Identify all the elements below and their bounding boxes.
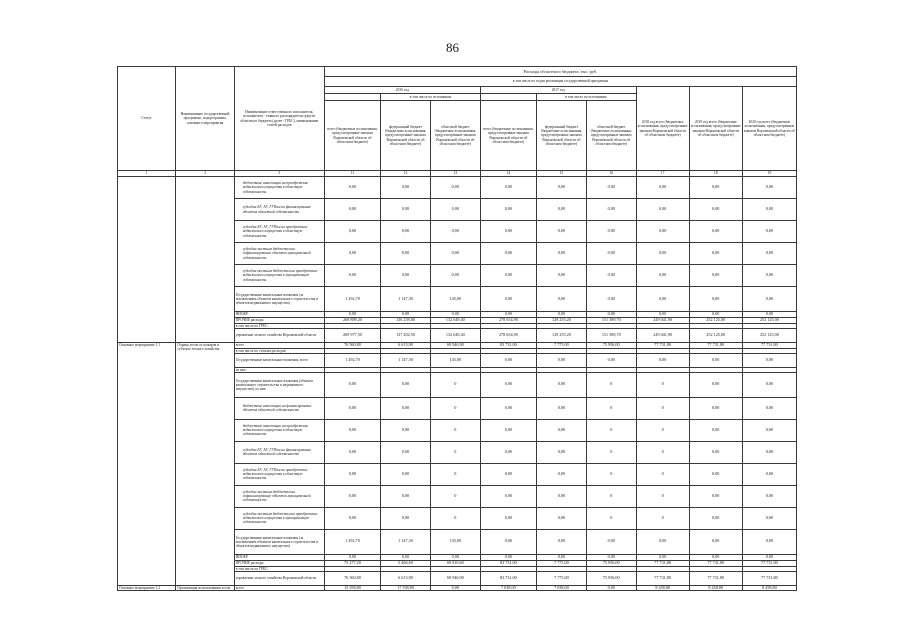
value-cell: 0,00 — [742, 177, 796, 199]
value-cell: 7 038,00 — [536, 585, 586, 591]
value-cell: 0,00 — [480, 353, 536, 367]
column-number: 1 — [118, 171, 176, 177]
value-cell: 0 — [430, 441, 480, 463]
value-cell: 8 458,80 — [742, 585, 796, 591]
value-cell: 77 731,80 — [742, 560, 796, 566]
value-cell: 0,00 — [742, 287, 796, 312]
value-cell: 1 292,70 — [324, 287, 380, 312]
incl-2016-header: в том числе по источникам — [381, 94, 481, 101]
value-cell: 0,00 — [742, 353, 796, 367]
row-label: субсидии местным бюджетам на приобретение недвижимого имущества в муниципальную собственность — [234, 507, 324, 529]
value-cell: 0,00 — [324, 485, 380, 507]
program-name-cell: Охрана лесов от пожаров в субъекте лесного хозяйства — [176, 342, 234, 585]
value-cell: 145,00 — [430, 287, 480, 312]
value-cell: 0,00 — [381, 485, 431, 507]
value-cell: 0,00 — [689, 265, 742, 287]
value-cell: 0,00 — [586, 265, 636, 287]
value-cell: 0,00 — [742, 529, 796, 554]
value-cell: 129 255,20 — [536, 317, 586, 323]
page-number: 86 — [446, 40, 459, 55]
value-cell: 75 956,00 — [586, 560, 636, 566]
value-cell: 7 038,00 — [480, 585, 536, 591]
value-cell: 0,00 — [480, 507, 536, 529]
expenses-title: Расходы областного бюджета, тыс. руб. — [324, 67, 796, 77]
value-cell: 8 458,80 — [636, 585, 689, 591]
budget-table — [117, 66, 797, 591]
value-cell: 77 731,80 — [636, 571, 689, 585]
value-cell: 0,00 — [636, 177, 689, 199]
value-cell: 0,00 — [381, 419, 431, 441]
federal-2017-header: федеральный бюджет (бюджетные ассигнования, предусмотренные законом Воронежской области об областном бюджете) — [536, 101, 586, 171]
value-cell: 5 466,60 — [381, 560, 431, 566]
value-cell: 0,00 — [536, 441, 586, 463]
value-cell: 0,00 — [536, 507, 586, 529]
value-cell: 252 125,00 — [742, 328, 796, 342]
value-cell: 0,00 — [430, 221, 480, 243]
value-cell: 0 — [636, 372, 689, 397]
value-cell: 0 — [586, 507, 636, 529]
value-cell: 0,00 — [689, 372, 742, 397]
value-cell: 0,00 — [742, 441, 796, 463]
value-cell: 0,00 — [536, 221, 586, 243]
value-cell: 0,00 — [742, 265, 796, 287]
value-cell: 0,00 — [324, 507, 380, 529]
value-cell: 278 654,90 — [480, 328, 536, 342]
value-cell: 0 — [430, 463, 480, 485]
value-cell: 0,00 — [324, 243, 380, 265]
value-cell: 0,00 — [689, 397, 742, 419]
row-label: всего — [234, 342, 324, 348]
value-cell: 136 239,80 — [381, 317, 431, 323]
value-cell: 145,00 — [430, 529, 480, 554]
value-cell: 0,00 — [324, 397, 380, 419]
federal-2016-header: федеральный бюджет (бюджетные ассигнования, предусмотренные законом Воронежской области об областном бюджете) — [381, 101, 431, 171]
value-cell: 0,00 — [689, 199, 742, 221]
value-cell: 75 277,20 — [324, 560, 380, 566]
row-label: управление лесного хозяйства Воронежской области — [234, 571, 324, 585]
value-cell: 69 946,90 — [430, 571, 480, 585]
row-label: в том числе по ГРБС: — [234, 566, 324, 571]
value-cell: 0 — [636, 485, 689, 507]
value-cell: 7 775,00 — [536, 342, 586, 348]
value-cell: 0,00 — [586, 287, 636, 312]
value-cell: 0 — [586, 419, 636, 441]
value-cell: 0,00 — [480, 419, 536, 441]
value-cell: 0,00 — [689, 419, 742, 441]
row-label: Государственные капитальные вложения (за исключением объектов капитального строительства и объектов недвижимого имущества) — [234, 529, 324, 554]
value-cell: 0,00 — [430, 177, 480, 199]
value-cell: 129 255,20 — [536, 328, 586, 342]
value-cell: 0,00 — [536, 463, 586, 485]
value-cell: 252 125,00 — [742, 317, 796, 323]
executor-header: Наименование ответственного исполнителя, исполнителя - главного распорядителя средств областного бюджета (далее - ГРБС), наименование статей расходов — [234, 67, 324, 171]
value-cell: 0,00 — [381, 312, 431, 318]
value-cell: 0,00 — [480, 265, 536, 287]
value-cell: 0,00 — [742, 463, 796, 485]
value-cell: 0 — [636, 441, 689, 463]
column-number: 13 — [430, 171, 480, 177]
value-cell: 0 — [430, 397, 480, 419]
value-cell: 76 560,80 — [324, 571, 380, 585]
value-cell: 252 125,00 — [689, 328, 742, 342]
value-cell: 0,00 — [381, 554, 431, 560]
value-cell: 0,00 — [381, 243, 431, 265]
value-cell: 0,00 — [381, 372, 431, 397]
value-cell: 75 956,00 — [586, 342, 636, 348]
row-label: в том числе по ГРБС: — [234, 323, 324, 328]
value-cell: 1 292,70 — [324, 529, 380, 554]
value-cell: 0,00 — [381, 463, 431, 485]
value-cell: 0,00 — [636, 199, 689, 221]
column-number: 18 — [689, 171, 742, 177]
row-label: бюджетные инвестиции на приобретение недвижимого имущества в областную собственность — [234, 419, 324, 441]
value-cell: 6 613,90 — [381, 342, 431, 348]
value-cell: 0,00 — [430, 312, 480, 318]
value-cell: 0,00 — [430, 265, 480, 287]
value-cell: 0 — [636, 419, 689, 441]
year-2016-header: 2016 год — [324, 87, 480, 94]
value-cell: 0,00 — [430, 199, 480, 221]
value-cell: 77 731,80 — [689, 342, 742, 348]
value-cell: 0,00 — [324, 221, 380, 243]
value-cell: 0,00 — [689, 312, 742, 318]
row-label: из них: — [234, 367, 324, 372]
value-cell: 77 731,80 — [636, 560, 689, 566]
value-cell: 151 389,70 — [586, 317, 636, 323]
value-cell: 77 731,80 — [689, 571, 742, 585]
value-cell: 0,00 — [536, 353, 586, 367]
value-cell: 13 558,80 — [324, 585, 380, 591]
regional-2017-header: областной бюджет (бюджетные ассигнования, предусмотренные законом Воронежской области об областном бюджете) — [586, 101, 636, 171]
value-cell: 0,00 — [636, 312, 689, 318]
value-cell: 0,00 — [381, 177, 431, 199]
row-label: субсидии БУ, АУ, ГУПам на приобретение недвижимого имущества в областную собственность — [234, 221, 324, 243]
column-number: 14 — [480, 171, 536, 177]
row-label: НИОКР — [234, 312, 324, 318]
value-cell: 0,00 — [324, 177, 380, 199]
value-cell: 0,00 — [742, 397, 796, 419]
value-cell: 0,00 — [742, 199, 796, 221]
value-cell: 77 731,80 — [636, 342, 689, 348]
value-cell: 0,00 — [324, 372, 380, 397]
value-cell: 0,00 — [430, 585, 480, 591]
row-label: Государственные капитальные вложения (объекты капитального строительства и недвижимого имущества), из них: — [234, 372, 324, 397]
row-label: НИОКР — [234, 554, 324, 560]
value-cell: 0,00 — [536, 199, 586, 221]
value-cell: 7 775,00 — [536, 571, 586, 585]
column-number: 3 — [234, 171, 324, 177]
value-cell: 0,00 — [689, 177, 742, 199]
value-cell: 77 731,80 — [742, 342, 796, 348]
value-cell: 0,00 — [480, 243, 536, 265]
value-cell: 0,00 — [636, 287, 689, 312]
value-cell: 0,00 — [586, 554, 636, 560]
value-cell: 0,00 — [742, 243, 796, 265]
value-cell: 0,00 — [480, 177, 536, 199]
status-cell: Основное мероприятие 1.2 — [118, 585, 176, 591]
status-cell: Основное мероприятие 1.1 — [118, 342, 176, 585]
value-cell: 0,00 — [480, 372, 536, 397]
value-cell: 0,00 — [689, 353, 742, 367]
row-label: субсидии БУ, АУ, ГУПам на финансирование объектов областной собственности — [234, 441, 324, 463]
row-label: субсидии местным бюджетам на софинансирование объектов муниципальной собственности — [234, 243, 324, 265]
value-cell: 0,00 — [742, 221, 796, 243]
value-cell: 0,00 — [381, 397, 431, 419]
value-cell: 0,00 — [636, 529, 689, 554]
column-number: 12 — [381, 171, 431, 177]
value-cell: 0,00 — [480, 312, 536, 318]
table-row — [118, 585, 797, 591]
status-cell-empty — [118, 177, 176, 343]
value-cell: 0,00 — [381, 221, 431, 243]
row-label: Государственные капитальные вложения (за исключением объектов капитального строительства и объектов недвижимого имущества) — [234, 287, 324, 312]
program-name-cell: Организация использования лесов — [176, 585, 234, 591]
value-cell: 0,00 — [430, 554, 480, 560]
value-cell: 69 946,90 — [430, 342, 480, 348]
year-2017-header: 2017 год — [480, 87, 636, 94]
value-cell: 0,00 — [480, 397, 536, 419]
value-cell: 0,00 — [689, 287, 742, 312]
value-cell: 0,00 — [742, 554, 796, 560]
value-cell: 0,00 — [536, 287, 586, 312]
value-cell: 0,00 — [536, 485, 586, 507]
value-cell: 269 977,50 — [324, 328, 380, 342]
year-2019-header: 2019 год всего (бюджетные ассигнования, предусмотренные законом Воронежской области об областном бюджете) — [689, 87, 742, 171]
value-cell: 0,00 — [480, 485, 536, 507]
value-cell: 0,00 — [324, 419, 380, 441]
regional-2016-header: областной бюджет (бюджетные ассигнования, предусмотренные законом Воронежской области об областном бюджете) — [430, 101, 480, 171]
value-cell: 0 — [636, 507, 689, 529]
year-2018-header: 2018 год всего (бюджетные ассигнования, предусмотренные законом Воронежской области об областном бюджете) — [636, 87, 689, 171]
value-cell: 0,00 — [636, 265, 689, 287]
row-label: управление лесного хозяйства Воронежской области — [234, 328, 324, 342]
value-cell: 0 — [430, 419, 480, 441]
value-cell: 0,00 — [586, 243, 636, 265]
value-cell: 0,00 — [742, 312, 796, 318]
value-cell: 0,00 — [689, 529, 742, 554]
value-cell: 0 — [586, 441, 636, 463]
value-cell: 0,00 — [586, 585, 636, 591]
value-cell: 0,00 — [689, 485, 742, 507]
value-cell: 0,00 — [742, 485, 796, 507]
value-cell: 0,00 — [381, 199, 431, 221]
column-number: 15 — [536, 171, 586, 177]
value-cell: 145,00 — [430, 353, 480, 367]
value-cell: 0,00 — [324, 312, 380, 318]
column-number: 11 — [324, 171, 380, 177]
value-cell: 0,00 — [536, 177, 586, 199]
row-label: бюджетные инвестиции на приобретение недвижимого имущества в областную собственность — [234, 177, 324, 199]
value-cell: 0 — [430, 507, 480, 529]
program-name-header: Наименование государственной программы, подпрограммы, основного мероприятия — [176, 67, 234, 171]
row-label: Государственные капитальные вложения, всего — [234, 353, 324, 367]
value-cell: 1 147,30 — [381, 529, 431, 554]
value-cell: 132 649,40 — [430, 317, 480, 323]
row-label: всего — [234, 585, 324, 591]
value-cell: 75 956,00 — [586, 571, 636, 585]
value-cell: 77 731,80 — [742, 571, 796, 585]
value-cell: 83 731,00 — [480, 571, 536, 585]
value-cell: 69 810,60 — [430, 560, 480, 566]
value-cell: 0 — [636, 397, 689, 419]
value-cell: 0,00 — [536, 397, 586, 419]
value-cell: 0,00 — [381, 441, 431, 463]
value-cell: 0,00 — [636, 554, 689, 560]
value-cell: 0,00 — [689, 441, 742, 463]
value-cell: 0,00 — [480, 199, 536, 221]
value-cell: 0,00 — [536, 554, 586, 560]
value-cell: 0,00 — [689, 221, 742, 243]
row-label: субсидии БУ, АУ, ГУПам на приобретение недвижимого имущества в областную собственность — [234, 463, 324, 485]
value-cell: 0,00 — [324, 463, 380, 485]
value-cell: 0,00 — [480, 529, 536, 554]
column-number: 17 — [636, 171, 689, 177]
column-number: 19 — [742, 171, 796, 177]
value-cell: 0,00 — [480, 287, 536, 312]
row-label: ПРОЧИЕ расходы — [234, 317, 324, 323]
value-cell: 0,00 — [636, 243, 689, 265]
value-cell: 6 613,90 — [381, 571, 431, 585]
value-cell: 76 560,80 — [324, 342, 380, 348]
row-label: субсидии местным бюджетам на софинансирование объектов муниципальной собственности — [234, 485, 324, 507]
value-cell: 0,00 — [381, 265, 431, 287]
all-2016-header: всего (бюджетные ассигнования, предусмотренные законом Воронежской области об областном бюджете) — [324, 101, 380, 171]
value-cell: 0,00 — [636, 353, 689, 367]
row-label: субсидии местным бюджетам на приобретение недвижимого имущества в муниципальную собственность — [234, 265, 324, 287]
value-cell: 0,00 — [324, 441, 380, 463]
value-cell: 0 — [586, 372, 636, 397]
value-cell: 1 147,30 — [381, 353, 431, 367]
value-cell: 0,00 — [536, 419, 586, 441]
value-cell: 0 — [586, 397, 636, 419]
value-cell: 0,00 — [536, 243, 586, 265]
value-cell: 0,00 — [536, 312, 586, 318]
value-cell: 0,00 — [689, 507, 742, 529]
value-cell: 0,00 — [689, 554, 742, 560]
value-cell: 77 731,80 — [689, 560, 742, 566]
value-cell: 1 292,70 — [324, 353, 380, 367]
value-cell: 8 458,80 — [689, 585, 742, 591]
value-cell: 0,00 — [324, 265, 380, 287]
value-cell: 1 147,30 — [381, 287, 431, 312]
value-cell: 0,00 — [324, 199, 380, 221]
value-cell: 0,00 — [586, 177, 636, 199]
value-cell: 278 654,90 — [480, 317, 536, 323]
value-cell: 0,00 — [586, 353, 636, 367]
value-cell: 0,00 — [536, 372, 586, 397]
value-cell: 0,00 — [324, 554, 380, 560]
value-cell: 0,00 — [480, 554, 536, 560]
status-header: Статус — [118, 67, 176, 171]
expenses-subtitle: в том числе по годам реализации государственной программы — [324, 77, 796, 87]
value-cell: 0 — [636, 463, 689, 485]
value-cell: 0,00 — [480, 463, 536, 485]
value-cell: 0,00 — [480, 441, 536, 463]
value-cell: 0,00 — [536, 265, 586, 287]
value-cell: 83 731,00 — [480, 560, 536, 566]
row-label: ПРОЧИЕ расходы — [234, 560, 324, 566]
value-cell: 252 125,00 — [689, 317, 742, 323]
value-cell: 0,00 — [689, 463, 742, 485]
value-cell: 0,00 — [381, 507, 431, 529]
value-cell: 0,00 — [636, 221, 689, 243]
value-cell: 0,00 — [586, 199, 636, 221]
year-2020-header: 2020 год всего (бюджетные ассигнования, предусмотренные законом Воронежской области об областном бюджете) — [742, 87, 796, 171]
row-label: бюджетные инвестиции на финансирование объектов областной собственности — [234, 397, 324, 419]
value-cell: 137 202,50 — [381, 328, 431, 342]
value-cell: 0 — [430, 372, 480, 397]
value-cell: 249 041,90 — [636, 317, 689, 323]
incl-2017-header: в том числе по источникам: — [536, 94, 636, 101]
value-cell: 7 775,00 — [536, 560, 586, 566]
column-number: 16 — [586, 171, 636, 177]
value-cell: 0,00 — [430, 243, 480, 265]
value-cell: 0 — [586, 485, 636, 507]
table-row — [118, 177, 797, 199]
value-cell: 0,00 — [586, 221, 636, 243]
value-cell: 0,00 — [742, 372, 796, 397]
value-cell: 249 041,90 — [636, 328, 689, 342]
all-2017-header: всего (бюджетные ассигнования, предусмотренные законом Воронежской области об областном бюджете) — [480, 101, 536, 171]
value-cell: 0 — [430, 485, 480, 507]
value-cell: 0,00 — [742, 507, 796, 529]
value-cell: 0,00 — [536, 529, 586, 554]
value-cell: 0,00 — [689, 243, 742, 265]
row-label: субсидии БУ, АУ, ГУПам на финансирование объектов областной собственности — [234, 199, 324, 221]
value-cell: 132 649,40 — [430, 328, 480, 342]
value-cell: 0 — [586, 463, 636, 485]
value-cell: 0,00 — [586, 312, 636, 318]
value-cell: 268 889,20 — [324, 317, 380, 323]
column-number: 2 — [176, 171, 234, 177]
value-cell: 83 731,00 — [480, 342, 536, 348]
row-label: в том числе по статьям расходов: — [234, 348, 324, 353]
value-cell: 0,00 — [586, 529, 636, 554]
value-cell: 17 558,80 — [381, 585, 431, 591]
program-cell-empty — [176, 177, 234, 343]
value-cell: 0,00 — [480, 221, 536, 243]
value-cell: 0,00 — [742, 419, 796, 441]
value-cell: 151 389,70 — [586, 328, 636, 342]
